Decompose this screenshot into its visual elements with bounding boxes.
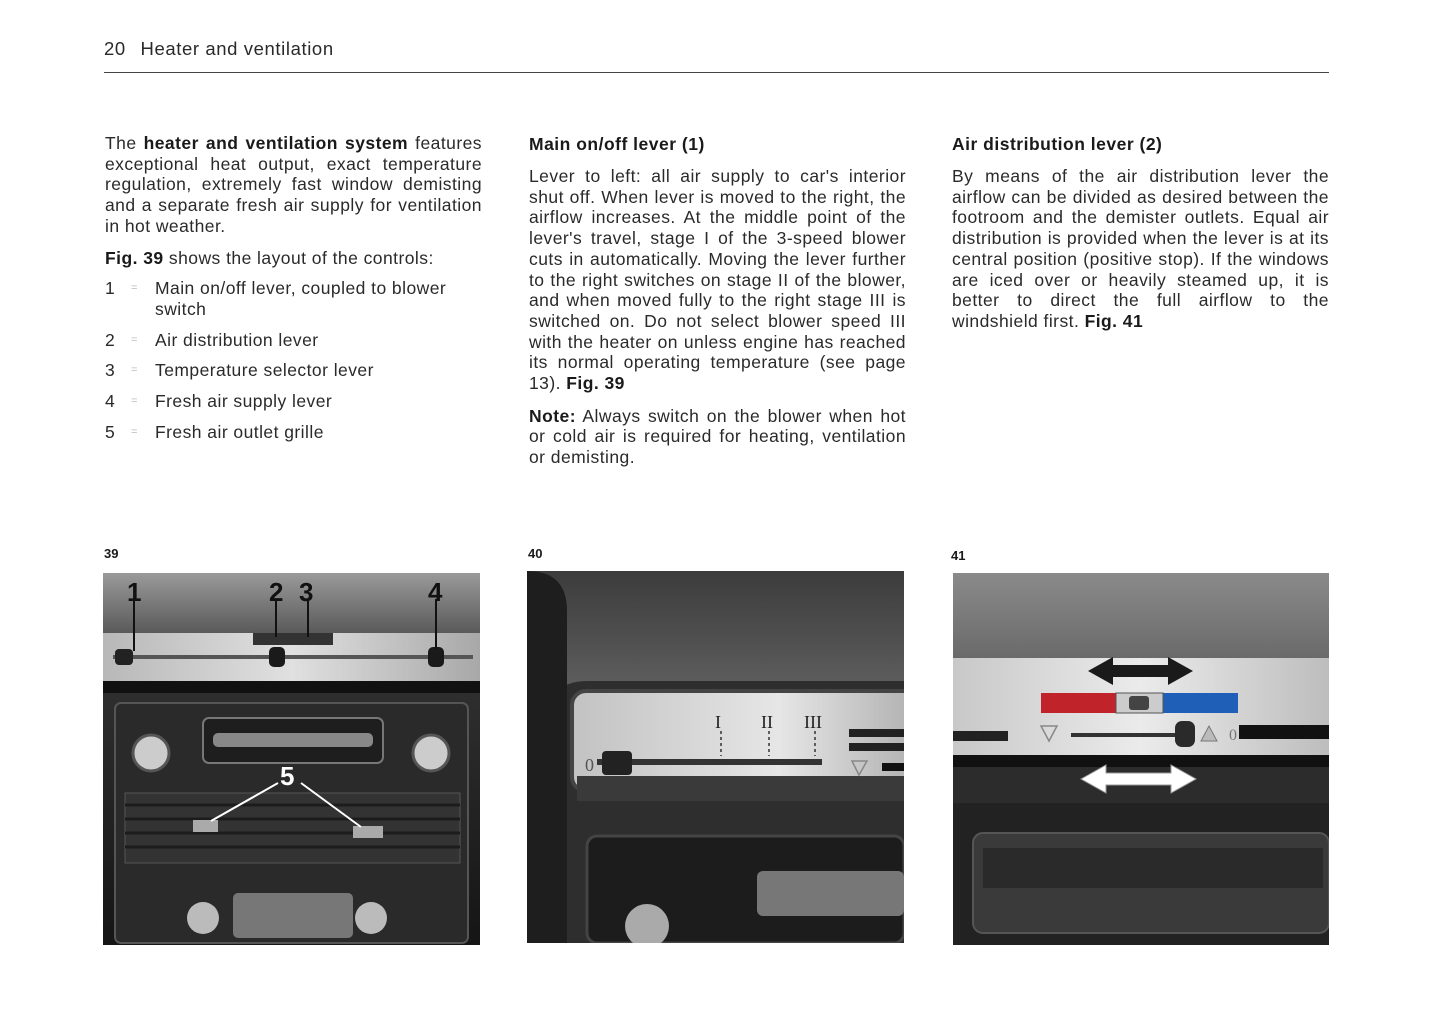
note-paragraph: Note: Always switch on the blower when hot or cold air is required for heating, ventilation or demisting. [529,405,906,468]
intro-column [105,133,482,452]
list-item: 3 = Temperature selector lever [105,360,374,381]
figure-41-photo [953,573,1329,945]
figure-41-illustration [953,573,1329,945]
figure-39-photo [103,573,480,945]
callout-2: 2 [269,577,284,607]
callout-4: 4 [428,577,443,607]
zero-mark: 0 [585,755,594,775]
stage-III-label: III [804,712,822,732]
fig-39-ref-2: Fig. 39 [566,373,625,394]
page-header [104,38,334,60]
fig-39-sentence: Fig. 39 shows the layout of the controls: [105,247,434,268]
figure-40-photo [527,571,904,943]
figure-39-number: 39 [104,546,119,561]
header-rule [104,72,1329,73]
air-distribution-column [952,133,1329,332]
figure-40-illustration [527,571,904,943]
list-item: 2 = Air distribution lever [105,329,319,350]
fig-39-ref: Fig. 39 [105,247,164,268]
list-item: 1 = Main on/off lever, coupled to blower switch [105,278,447,319]
intro-paragraph: The heater and ventilation system features exceptional heat output, exact temperature regulation, extremely fast window demisting and a separate fresh air supply for ventilation in hot weather. [105,133,482,236]
page-number: 20 [104,38,126,59]
controls-list [105,278,482,442]
list-item: 4 = Fresh air supply lever [105,391,333,412]
intro-bold-term: heater and ventilation system [143,133,409,153]
fig-41-ref: Fig. 41 [1084,310,1144,331]
stage-II-label: II [761,712,773,732]
figure-39-illustration [103,573,480,945]
note-label: Note: [529,405,576,426]
main-lever-column [529,133,906,468]
stage-I-label: I [715,712,721,732]
list-item: 5 = Fresh air outlet grille [105,421,324,442]
fig41-zero-mark: 0 [1229,727,1237,744]
callout-5: 5 [280,761,295,791]
main-lever-heading: Main on/off lever (1) [529,134,705,154]
page-title: Heater and ventilation [140,38,334,59]
figure-41-number: 41 [951,548,966,563]
main-lever-paragraph: Lever to left: all air supply to car's interior shut off. When lever is moved to the right, the airflow increases. At the middle point of the lever's travel, stage I of the 3-speed blower cuts in automatically. Moving the lever further to the right switches on stage II of the blower, and when moved fully to the right stage III is switched on. Do not select blower speed III with the heater on unless engine has reached its normal operating temperature (see page 13). Fig. 39 [529,166,906,394]
air-distribution-paragraph: By means of the air distribution lever the airflow can be divided as desired between the footroom and the demister outlets. Equal air distribution is provided when the lever is at its central position (positive stop). If the windows are iced over or heavily steamed up, it is better to direct the full airflow to the windshield first. Fig. 41 [952,166,1329,331]
figure-40-number: 40 [528,546,543,561]
callout-1: 1 [127,577,142,607]
callout-3: 3 [299,577,314,607]
air-distribution-heading: Air distribution lever (2) [952,134,1163,154]
